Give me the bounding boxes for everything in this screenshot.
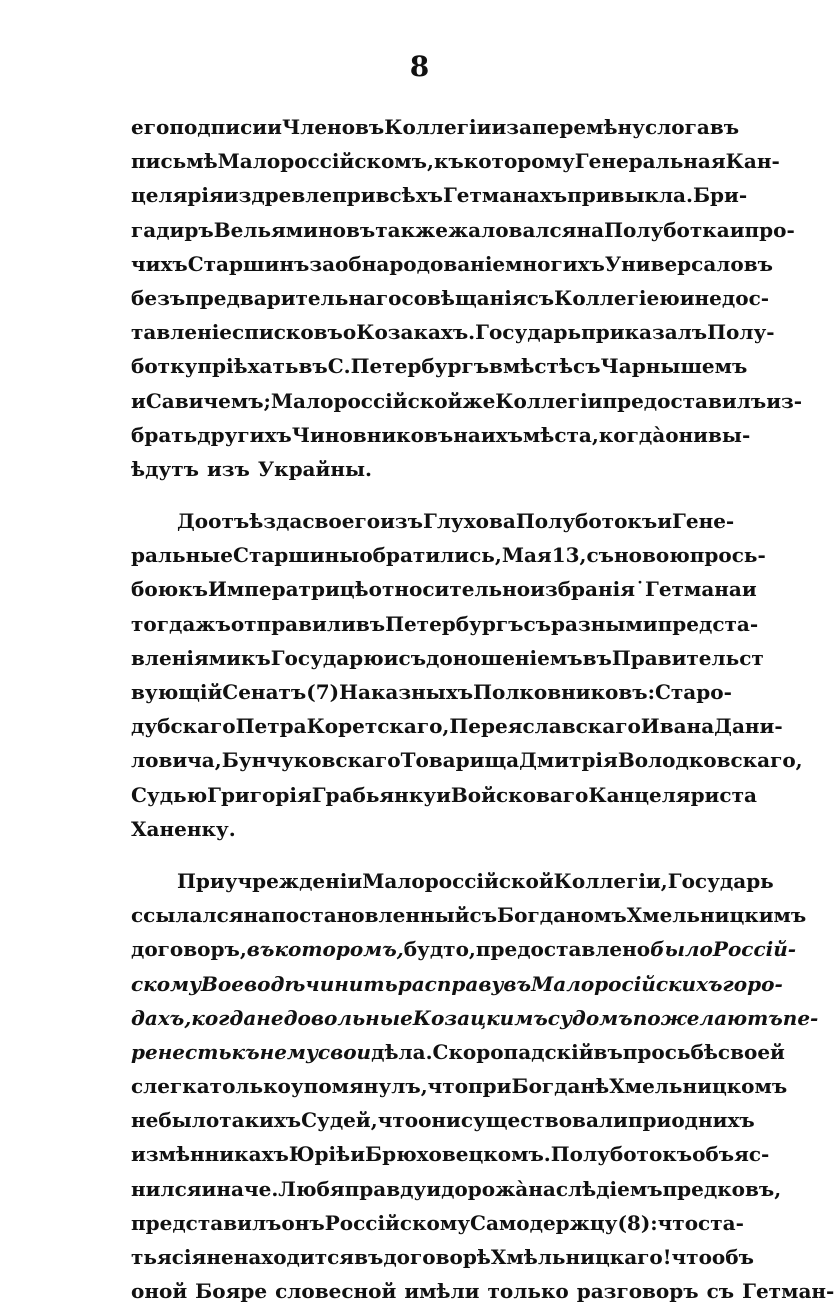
word: Ханенку. bbox=[131, 816, 236, 841]
word: также bbox=[375, 217, 448, 242]
word: предста- bbox=[657, 611, 759, 636]
word: брать bbox=[131, 422, 198, 447]
word: пріѣхать bbox=[197, 354, 299, 379]
word: Богданѣ bbox=[511, 1074, 610, 1099]
word: письмѣ bbox=[131, 149, 218, 174]
word: расправу bbox=[397, 971, 504, 996]
word: въ bbox=[354, 1245, 384, 1269]
word: Петербургъ bbox=[350, 354, 490, 379]
word: Ивана bbox=[640, 714, 715, 739]
word: (7) bbox=[306, 680, 340, 704]
word: Юріѣ bbox=[288, 1142, 351, 1167]
word: и bbox=[267, 115, 282, 139]
word: Козакахъ. bbox=[356, 320, 476, 345]
word: при bbox=[627, 1108, 672, 1133]
word: ботку bbox=[131, 354, 198, 379]
word: изъ bbox=[206, 456, 250, 481]
word: съ bbox=[706, 1279, 735, 1304]
word: на bbox=[453, 422, 481, 447]
word: наслѣдіемъ bbox=[528, 1176, 663, 1201]
word: ральные bbox=[131, 543, 234, 568]
word: объ bbox=[711, 1245, 754, 1269]
word: же bbox=[462, 388, 496, 413]
word: многихъ bbox=[505, 251, 605, 276]
word: перемѣну bbox=[532, 115, 645, 139]
word: оной bbox=[131, 1279, 188, 1304]
word: словесной bbox=[275, 1279, 397, 1304]
word: тавленіе bbox=[131, 320, 233, 345]
word: Хмѣльницкаго! bbox=[490, 1245, 672, 1269]
word: представилъ bbox=[131, 1210, 282, 1235]
word: ловича, bbox=[131, 748, 222, 773]
text-line bbox=[131, 178, 748, 212]
word: доношеніемъ bbox=[426, 645, 583, 670]
word: Коллегіею bbox=[554, 285, 680, 310]
word: Сенатъ bbox=[222, 680, 307, 704]
word: прось- bbox=[689, 543, 766, 568]
word: своего bbox=[302, 509, 381, 534]
word: приказалъ bbox=[581, 320, 708, 345]
word: не bbox=[131, 1108, 159, 1133]
word: Петербургъ bbox=[385, 611, 524, 636]
word: измѣнникахъ bbox=[131, 1142, 289, 1167]
word: Коллегіи bbox=[495, 388, 603, 413]
word: которомъ, bbox=[274, 937, 404, 962]
word: Гене- bbox=[672, 509, 735, 534]
text-line bbox=[131, 607, 759, 641]
word: Чарнышемъ bbox=[600, 354, 748, 379]
word: Вельяминовъ bbox=[213, 217, 376, 242]
paragraph-gap bbox=[131, 846, 705, 864]
word: Володковскаго, bbox=[617, 748, 803, 773]
word: ѣдутъ bbox=[131, 456, 199, 481]
word: ссылался bbox=[131, 903, 244, 928]
word: Судей, bbox=[301, 1108, 378, 1133]
word: Универсаловъ bbox=[604, 251, 773, 276]
word: Россійскому bbox=[324, 1210, 471, 1235]
word: въ bbox=[355, 611, 386, 636]
word: они bbox=[418, 1108, 461, 1133]
word: Бри- bbox=[692, 183, 748, 208]
word: целярія bbox=[131, 183, 224, 208]
word: упомянулъ, bbox=[290, 1074, 428, 1099]
word: Полковниковъ: bbox=[473, 680, 655, 704]
word: на bbox=[576, 217, 605, 242]
word: вленіями bbox=[131, 645, 241, 670]
word: (8): bbox=[617, 1210, 658, 1235]
word: безъ bbox=[131, 285, 186, 310]
body-text bbox=[131, 110, 835, 1308]
text-line bbox=[131, 932, 797, 966]
word: Бояре bbox=[195, 1279, 268, 1304]
word: чинить bbox=[305, 971, 398, 996]
word: пе- bbox=[782, 1005, 819, 1030]
text-line bbox=[131, 864, 774, 898]
word: Бунчуковскаго bbox=[221, 748, 401, 773]
word: изъ bbox=[380, 509, 424, 534]
word: которому bbox=[463, 149, 575, 174]
word: При bbox=[177, 868, 225, 893]
page-number: 8 bbox=[409, 50, 431, 83]
word: тогдажъ bbox=[131, 611, 231, 636]
word: въ bbox=[503, 971, 532, 996]
word: къ bbox=[178, 577, 208, 602]
text-line bbox=[131, 675, 732, 709]
word: судомъ bbox=[547, 1005, 633, 1030]
word: Мая bbox=[501, 543, 552, 568]
text-line bbox=[131, 213, 795, 247]
word: и bbox=[383, 645, 399, 670]
word: Полуботокъ bbox=[515, 509, 658, 534]
word: ˙Гетмана bbox=[635, 577, 742, 602]
word: Воеводѣ bbox=[201, 971, 306, 996]
word: Императрицѣ bbox=[207, 577, 369, 602]
text-line bbox=[131, 1069, 788, 1103]
word: учрежденіи bbox=[224, 868, 363, 893]
word: совѣщанія bbox=[401, 285, 527, 310]
word: договоръ, bbox=[131, 937, 247, 962]
word: предковъ, bbox=[662, 1176, 782, 1201]
word: Коретскаго, bbox=[306, 714, 450, 739]
word: съ bbox=[526, 285, 555, 310]
word: списковъ bbox=[232, 320, 343, 345]
text-line bbox=[131, 641, 764, 675]
word: разговоръ bbox=[576, 1279, 699, 1304]
word: нился bbox=[131, 1176, 202, 1201]
text-line bbox=[131, 778, 757, 812]
word: Канцеляриста bbox=[588, 782, 757, 807]
word: избранія bbox=[530, 577, 636, 602]
word: съ bbox=[523, 611, 552, 636]
text-line bbox=[131, 418, 751, 452]
word: скому bbox=[131, 971, 202, 996]
word: Полуботка bbox=[604, 217, 730, 242]
text-line bbox=[131, 1035, 785, 1069]
word: Петра bbox=[235, 714, 307, 739]
word: разными bbox=[551, 611, 658, 636]
text-line bbox=[131, 504, 735, 538]
word: въ bbox=[246, 937, 275, 962]
word: отправили bbox=[230, 611, 356, 636]
word: Украйны. bbox=[257, 456, 372, 481]
word: Скоропадскій bbox=[432, 1039, 594, 1064]
text-line bbox=[131, 1240, 754, 1274]
word: Государь bbox=[475, 320, 582, 345]
text-line bbox=[131, 452, 705, 486]
word: только bbox=[209, 1074, 291, 1099]
word: До bbox=[177, 509, 209, 534]
word: горо- bbox=[722, 971, 783, 996]
word: недовольные bbox=[256, 1005, 413, 1030]
paragraph-gap bbox=[131, 486, 705, 504]
word: ихъ bbox=[480, 422, 523, 447]
word: съ bbox=[469, 903, 498, 928]
word: Полуботокъ bbox=[550, 1142, 693, 1167]
word: что bbox=[657, 1210, 699, 1235]
word: и bbox=[426, 1176, 442, 1201]
word: за bbox=[506, 115, 533, 139]
word: вы- bbox=[708, 422, 751, 447]
word: при bbox=[468, 1074, 512, 1099]
word: тья bbox=[131, 1245, 172, 1269]
text-line bbox=[131, 1137, 770, 1171]
word: привыкла. bbox=[567, 183, 693, 208]
word: и bbox=[741, 577, 757, 602]
word: было bbox=[650, 937, 713, 962]
text-line bbox=[131, 1103, 755, 1137]
word: и bbox=[131, 388, 146, 413]
word: из- bbox=[766, 388, 803, 413]
word: когдà bbox=[598, 422, 666, 447]
word: дахъ, bbox=[131, 1005, 192, 1030]
text-line bbox=[131, 967, 783, 1001]
word: обнародованіе bbox=[335, 251, 506, 276]
text-line bbox=[131, 247, 773, 281]
word: Грабьянку bbox=[311, 782, 437, 807]
word: Козацкимъ bbox=[412, 1005, 548, 1030]
word: и bbox=[729, 217, 745, 242]
word: подписи bbox=[169, 115, 268, 139]
word: и bbox=[350, 1142, 366, 1167]
word: о bbox=[342, 320, 357, 345]
word: къ bbox=[231, 1039, 260, 1064]
word: и bbox=[436, 782, 451, 807]
word: Россій- bbox=[712, 937, 797, 962]
word: Хмельницкомъ bbox=[609, 1074, 788, 1099]
text-line bbox=[131, 281, 770, 315]
word: существовали bbox=[460, 1108, 628, 1133]
text-line bbox=[131, 144, 780, 178]
word: другихъ bbox=[197, 422, 292, 447]
word: С. bbox=[327, 354, 351, 379]
text-line bbox=[131, 110, 740, 144]
word: Дани- bbox=[714, 714, 783, 739]
word: иначе. bbox=[201, 1176, 279, 1201]
word: Членовъ bbox=[281, 115, 385, 139]
word: просьбѣ bbox=[622, 1039, 718, 1064]
word: Гетманахъ bbox=[442, 183, 568, 208]
word: своей bbox=[717, 1039, 785, 1064]
word: Коллегіи bbox=[384, 115, 492, 139]
word: Полу- bbox=[707, 320, 775, 345]
word: что bbox=[427, 1074, 469, 1099]
word: предварительнаго bbox=[185, 285, 402, 310]
word: Дмитрія bbox=[519, 748, 618, 773]
text-line bbox=[131, 898, 807, 932]
word: его bbox=[131, 115, 170, 139]
word: и bbox=[491, 115, 507, 139]
word: пожелаютъ bbox=[632, 1005, 783, 1030]
word: Правительст bbox=[611, 645, 764, 670]
word: Коллегіи, bbox=[553, 868, 668, 893]
word: дорожà bbox=[441, 1176, 529, 1201]
word: отъѣзда bbox=[208, 509, 303, 534]
word: недос- bbox=[694, 285, 770, 310]
word: вмѣстѣ bbox=[489, 354, 574, 379]
word: въ bbox=[593, 1039, 623, 1064]
word: что bbox=[671, 1245, 712, 1269]
text-line bbox=[131, 384, 803, 418]
word: про- bbox=[744, 217, 795, 242]
word: ста- bbox=[698, 1210, 744, 1235]
word: новою bbox=[614, 543, 690, 568]
word: сія bbox=[171, 1245, 207, 1269]
word: мѣста, bbox=[522, 422, 599, 447]
word: въ bbox=[298, 354, 328, 379]
word: онъ bbox=[281, 1210, 325, 1235]
word: будто, bbox=[403, 937, 476, 962]
word: обратились, bbox=[359, 543, 502, 568]
word: за bbox=[309, 251, 336, 276]
word: нему bbox=[259, 1039, 318, 1064]
word: дѣла. bbox=[371, 1039, 433, 1064]
text-line bbox=[131, 1172, 782, 1206]
word: съ bbox=[573, 354, 601, 379]
word: только bbox=[487, 1279, 569, 1304]
word: Малороссійской bbox=[270, 388, 463, 413]
word: когда bbox=[191, 1005, 257, 1030]
word: Малороссійской bbox=[362, 868, 554, 893]
word: постановленный bbox=[271, 903, 470, 928]
text-line bbox=[131, 1206, 744, 1240]
text-line bbox=[131, 572, 757, 606]
word: Государю bbox=[270, 645, 384, 670]
word: Григорія bbox=[207, 782, 312, 807]
word: Любя bbox=[278, 1176, 345, 1201]
word: Государь bbox=[667, 868, 774, 893]
word: бою bbox=[131, 577, 179, 602]
word: Малоросійскихъ bbox=[531, 971, 723, 996]
word: съ bbox=[398, 645, 427, 670]
word: чихъ bbox=[131, 251, 188, 276]
text-line bbox=[131, 349, 748, 383]
word: ренесть bbox=[131, 1039, 232, 1064]
word: Хмельницкимъ bbox=[626, 903, 807, 928]
word: было bbox=[158, 1108, 220, 1133]
word: на bbox=[243, 903, 272, 928]
word: въ bbox=[709, 115, 740, 139]
word: относительно bbox=[368, 577, 531, 602]
word: вующій bbox=[131, 680, 223, 704]
word: къ bbox=[240, 645, 271, 670]
text-line bbox=[131, 812, 705, 846]
word: и bbox=[679, 285, 695, 310]
word: находится bbox=[233, 1245, 355, 1269]
word: объяс- bbox=[692, 1142, 770, 1167]
word: Войсковаго bbox=[450, 782, 589, 807]
word: Самодержцу bbox=[470, 1210, 618, 1235]
word: Кан- bbox=[725, 149, 780, 174]
word: 13, bbox=[551, 543, 587, 568]
word: Брюховецкомъ. bbox=[365, 1142, 551, 1167]
word: и bbox=[657, 509, 673, 534]
word: такихъ bbox=[219, 1108, 302, 1133]
word: слегка bbox=[131, 1074, 210, 1099]
word: однихъ bbox=[671, 1108, 755, 1133]
word: съ bbox=[586, 543, 615, 568]
text-line bbox=[131, 1001, 819, 1035]
word: Судью bbox=[131, 782, 208, 807]
word: Генеральная bbox=[574, 149, 726, 174]
word: предоставлено bbox=[475, 937, 651, 962]
word: имѣли bbox=[404, 1279, 480, 1304]
word: Старшины bbox=[233, 543, 360, 568]
word: къ bbox=[433, 149, 464, 174]
word: Чиновниковъ bbox=[291, 422, 454, 447]
word: предоставилъ bbox=[602, 388, 767, 413]
text-line bbox=[131, 538, 766, 572]
word: правду bbox=[344, 1176, 427, 1201]
word: Наказныхъ bbox=[339, 680, 474, 704]
text-line bbox=[131, 315, 775, 349]
word: Старшинъ bbox=[187, 251, 310, 276]
word: свои bbox=[317, 1039, 372, 1064]
word: не bbox=[206, 1245, 234, 1269]
word: Глухова bbox=[423, 509, 516, 534]
word: что bbox=[377, 1108, 419, 1133]
text-line bbox=[131, 1274, 835, 1308]
word: при bbox=[332, 183, 376, 208]
word: гадиръ bbox=[131, 217, 214, 242]
word: Гетман- bbox=[742, 1279, 835, 1304]
word: договорѣ bbox=[383, 1245, 491, 1269]
word: дубскаго bbox=[131, 714, 236, 739]
word: Малороссійскомъ, bbox=[217, 149, 434, 174]
word: Переяславскаго bbox=[449, 714, 641, 739]
word: всѣхъ bbox=[375, 183, 443, 208]
word: они bbox=[665, 422, 708, 447]
word: въ bbox=[582, 645, 612, 670]
word: жаловался bbox=[447, 217, 577, 242]
text-line bbox=[131, 743, 803, 777]
word: Савичемъ; bbox=[145, 388, 271, 413]
word: Богданомъ bbox=[497, 903, 627, 928]
word: слога bbox=[644, 115, 710, 139]
word: Товарища bbox=[400, 748, 520, 773]
word: Старо- bbox=[654, 680, 732, 704]
text-line bbox=[131, 709, 783, 743]
word: издревле bbox=[223, 183, 333, 208]
